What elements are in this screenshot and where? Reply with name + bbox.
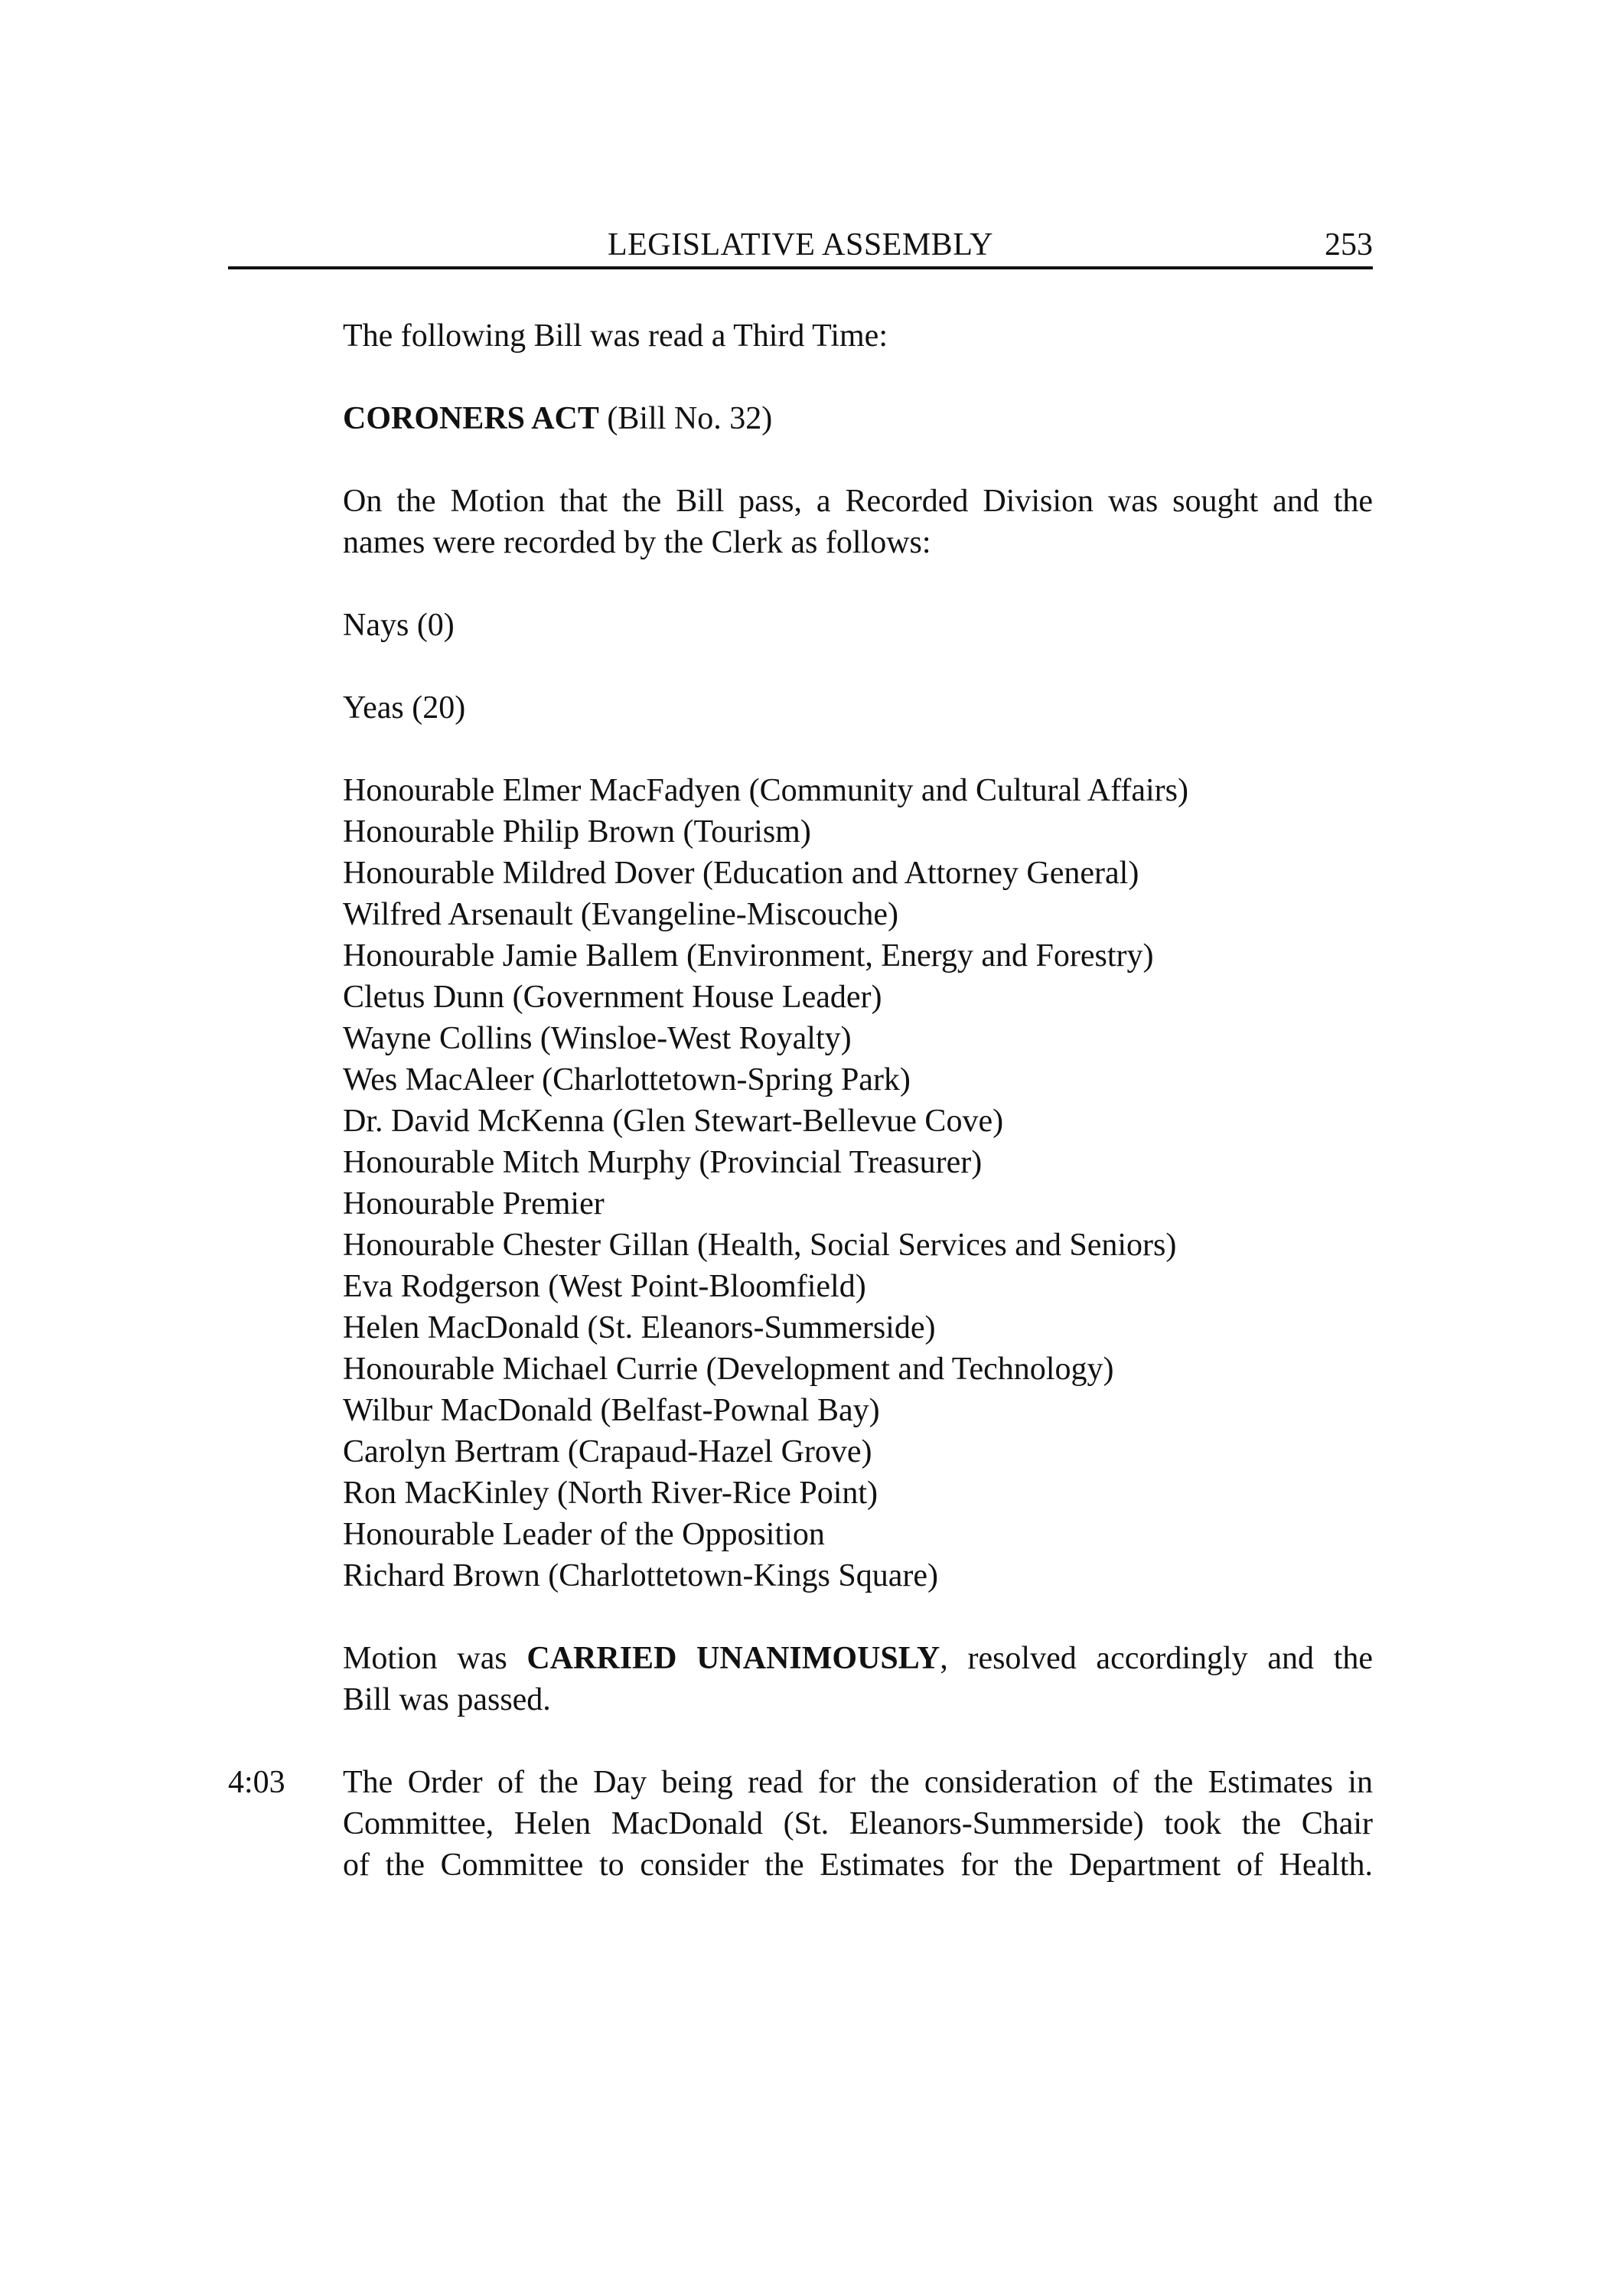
estimates-line-1: The Order of the Day being read for the consideration of the Estimates in	[343, 1765, 1373, 1800]
list-item: Carolyn Bertram (Crapaud-Hazel Grove)	[343, 1434, 872, 1469]
list-item: Ron MacKinley (North River-Rice Point)	[343, 1476, 878, 1511]
list-item: Honourable Elmer MacFadyen (Community and Cultural Affairs)	[343, 773, 1188, 808]
estimates-paragraph	[343, 1762, 1373, 1886]
header-rule	[228, 266, 1373, 269]
result-paragraph	[343, 1638, 1373, 1720]
yeas-name-list	[343, 770, 1373, 1596]
motion-paragraph	[343, 481, 1373, 563]
list-item: Honourable Mildred Dover (Education and Attorney General)	[343, 856, 1139, 891]
motion-line-1: On the Motion that the Bill pass, a Recorded Division was sought and the	[343, 484, 1373, 519]
page-header	[228, 222, 1373, 268]
bill-heading	[343, 398, 1373, 439]
list-item: Dr. David McKenna (Glen Stewart-Bellevue Cove)	[343, 1104, 1004, 1139]
third-reading-intro: The following Bill was read a Third Time:	[343, 318, 888, 354]
bill-number: (Bill No. 32)	[607, 401, 773, 436]
list-item: Honourable Michael Currie (Development and Technology)	[343, 1352, 1114, 1387]
motion-line-2: names were recorded by the Clerk as follows:	[343, 525, 931, 560]
result-prefix: Motion was	[343, 1641, 527, 1676]
estimates-line-2: Committee, Helen MacDonald (St. Eleanors-Summerside) took the Chair	[343, 1806, 1373, 1841]
nays-count: Nays (0)	[343, 608, 455, 643]
result-carried-unanimously: CARRIED UNANIMOUSLY	[526, 1641, 940, 1676]
list-item: Wilfred Arsenault (Evangeline-Miscouche)	[343, 897, 899, 932]
list-item: Cletus Dunn (Government House Leader)	[343, 980, 882, 1015]
list-item: Honourable Leader of the Opposition	[343, 1517, 825, 1552]
yeas-count: Yeas (20)	[343, 690, 466, 726]
list-item: Wes MacAleer (Charlottetown-Spring Park)	[343, 1062, 911, 1097]
list-item: Wilbur MacDonald (Belfast-Pownal Bay)	[343, 1393, 880, 1428]
header-title: LEGISLATIVE ASSEMBLY	[608, 227, 993, 263]
list-item: Honourable Premier	[343, 1186, 605, 1221]
entry-time: 4:03	[228, 1765, 285, 1800]
list-item: Honourable Chester Gillan (Health, Social Services and Seniors)	[343, 1228, 1177, 1263]
list-item: Honourable Mitch Murphy (Provincial Treasurer)	[343, 1145, 983, 1180]
list-item: Helen MacDonald (St. Eleanors-Summerside)	[343, 1310, 936, 1345]
list-item: Eva Rodgerson (West Point-Bloomfield)	[343, 1269, 866, 1304]
list-item: Wayne Collins (Winsloe-West Royalty)	[343, 1021, 852, 1056]
estimates-line-3: of the Committee to consider the Estimates for the Department of Health.	[343, 1848, 1373, 1883]
list-item: Richard Brown (Charlottetown-Kings Square)	[343, 1558, 939, 1593]
result-line-1	[343, 1638, 1373, 1679]
page-number: 253	[1325, 227, 1373, 263]
list-item: Honourable Jamie Ballem (Environment, Energy and Forestry)	[343, 938, 1154, 974]
result-suffix: , resolved accordingly and the	[940, 1641, 1374, 1676]
result-line-2: Bill was passed.	[343, 1682, 551, 1717]
bill-title: CORONERS ACT	[343, 401, 599, 436]
list-item: Honourable Philip Brown (Tourism)	[343, 814, 811, 850]
